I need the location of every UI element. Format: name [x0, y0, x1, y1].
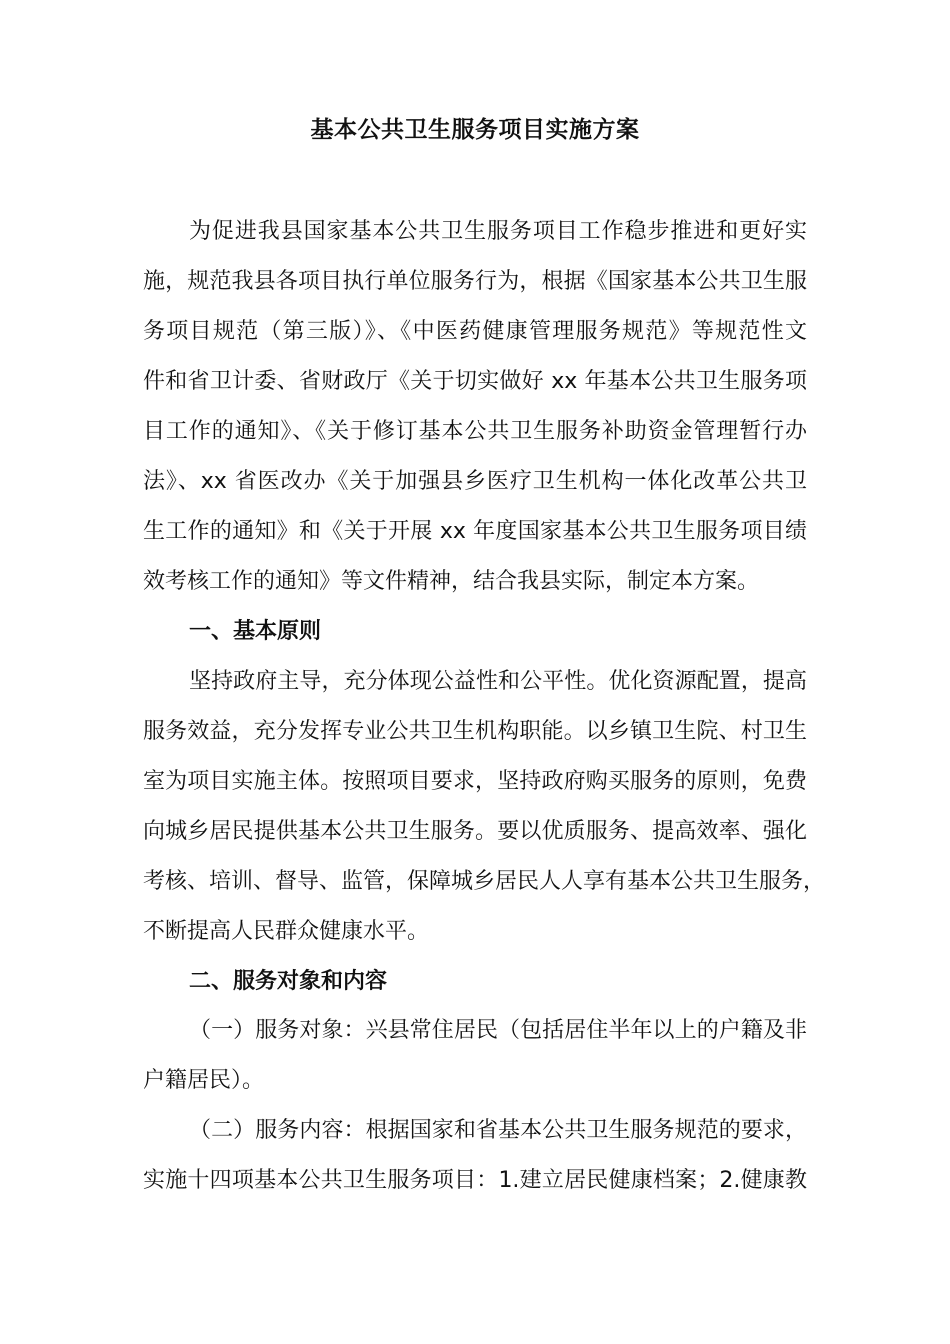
principles-line: 向城乡居民提供基本公共卫生服务。要以优质服务、提高效率、强化	[143, 819, 807, 844]
principles-line: 室为项目实施主体。按照项目要求，坚持政府购买服务的原则，免费	[143, 769, 807, 794]
intro-line: 效考核工作的通知》等文件精神，结合我县实际，制定本方案。	[143, 569, 760, 594]
service-content-line: 实施十四项基本公共卫生服务项目：1.建立居民健康档案；2.健康教	[143, 1168, 807, 1193]
principles-line: 服务效益，充分发挥专业公共卫生机构职能。以乡镇卫生院、村卫生	[143, 719, 807, 744]
document-title: 基本公共卫生服务项目实施方案	[310, 117, 640, 143]
service-target-line: 户籍居民）。	[143, 1068, 265, 1093]
intro-line: 施，规范我县各项目执行单位服务行为，根据《国家基本公共卫生服	[143, 269, 807, 294]
intro-line: 为促进我县国家基本公共卫生服务项目工作稳步推进和更好实	[189, 219, 807, 244]
service-target-line: （一）服务对象：兴县常住居民（包括居住半年以上的户籍及非	[189, 1018, 807, 1043]
intro-line: 务项目规范（第三版）》、《中医药健康管理服务规范》等规范性文	[143, 319, 807, 344]
principles-line: 不断提高人民群众健康水平。	[143, 919, 430, 944]
intro-line: 法》、xx 省医改办《关于加强县乡医疗卫生机构一体化改革公共卫	[143, 469, 807, 494]
principles-line: 考核、培训、督导、监管，保障城乡居民人人享有基本公共卫生服务，	[143, 869, 826, 894]
service-content-line: （二）服务内容：根据国家和省基本公共卫生服务规范的要求，	[189, 1118, 807, 1143]
principles-line: 坚持政府主导，充分体现公益性和公平性。优化资源配置，提高	[189, 669, 807, 694]
section-heading-services: 二、服务对象和内容	[189, 969, 388, 994]
section-heading-principles: 一、基本原则	[189, 619, 322, 644]
intro-line: 目工作的通知》、《关于修订基本公共卫生服务补助资金管理暂行办	[143, 419, 807, 444]
intro-line: 生工作的通知》和《关于开展 xx 年度国家基本公共卫生服务项目绩	[143, 519, 807, 544]
intro-line: 件和省卫计委、省财政厅《关于切实做好 xx 年基本公共卫生服务项	[143, 369, 807, 394]
